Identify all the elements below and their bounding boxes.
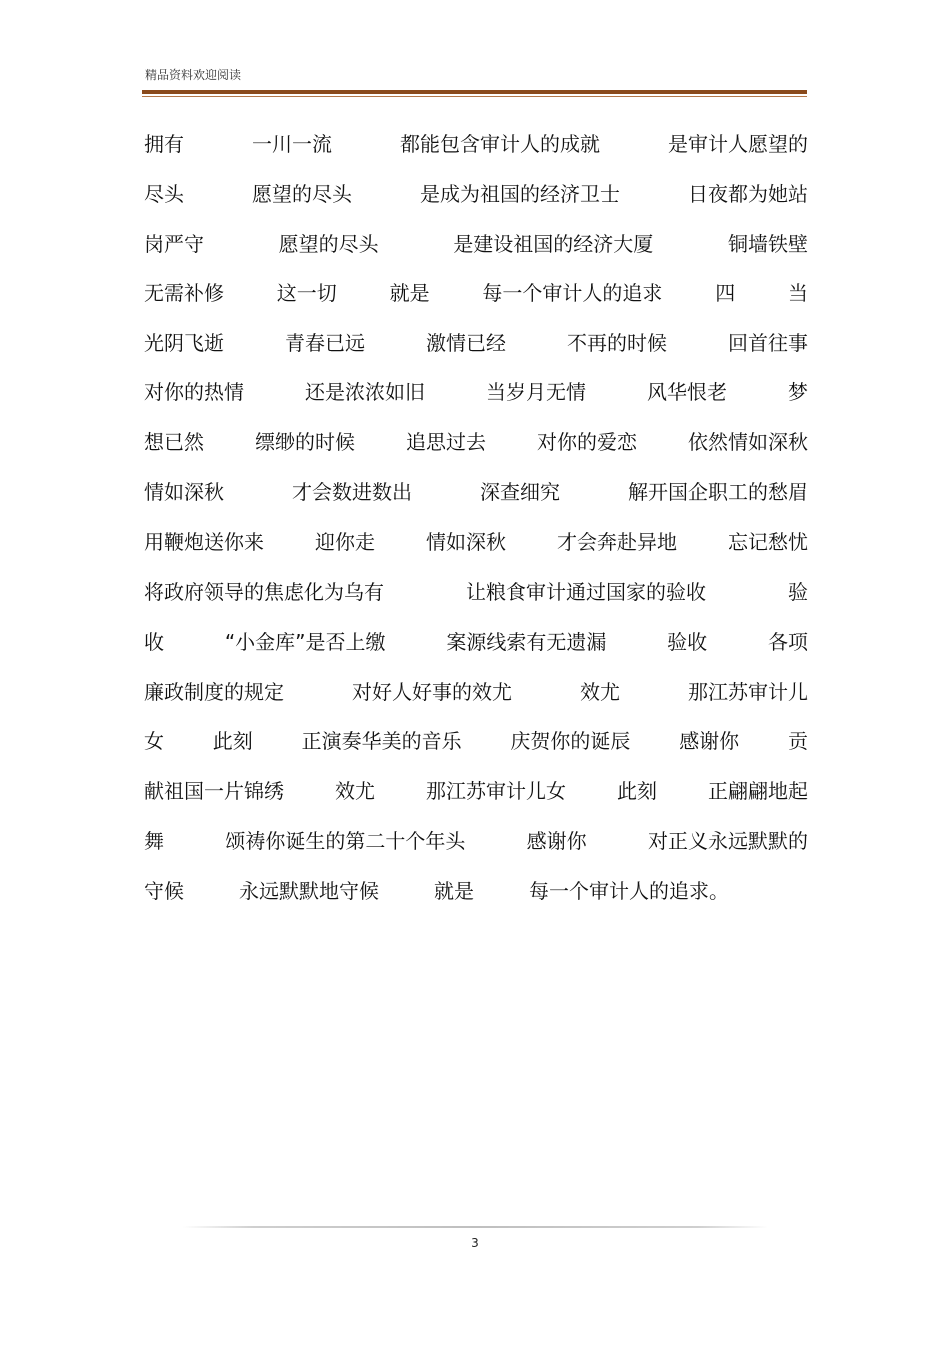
text-segment: 守候 [144, 878, 184, 903]
text-segment: 案源线索有无遗漏 [446, 629, 607, 654]
text-line [144, 525, 808, 555]
text-segment: 当 [787, 280, 808, 305]
text-segment: 效尤 [580, 679, 620, 704]
text-segment: 青春已远 [285, 330, 365, 355]
text-segment: 收 [144, 629, 164, 654]
text-segment: 正翩翩地起 [708, 778, 808, 803]
text-segment: 就是 [434, 878, 474, 903]
page-number: 3 [471, 1236, 479, 1250]
text-segment: 风华恨老 [647, 379, 727, 404]
text-segment: 永远默默地守候 [239, 878, 379, 903]
text-segment: 感谢你 [679, 728, 740, 753]
text-line [144, 227, 808, 257]
text-line [144, 177, 808, 207]
text-line [144, 127, 808, 157]
text-line [144, 475, 808, 505]
text-segment: 光阴飞逝 [144, 330, 224, 355]
text-segment: 那江苏审计儿女 [426, 778, 566, 803]
text-segment: 正演奏华美的音乐 [301, 728, 462, 753]
text-segment: 梦 [788, 379, 808, 404]
text-segment: 验 [788, 579, 808, 604]
text-line [144, 874, 808, 904]
text-line [144, 276, 808, 306]
text-line [144, 824, 808, 854]
text-segment: 庆贺你的诞辰 [510, 728, 631, 753]
footer-rule [183, 1226, 768, 1228]
text-segment: 对你的爱恋 [537, 429, 637, 454]
text-segment: 拥有 [144, 131, 184, 156]
text-segment: 这一切 [276, 280, 337, 305]
text-line [144, 326, 808, 356]
text-segment: 是审计人愿望的 [668, 131, 808, 156]
text-segment: 忘记愁忧 [728, 529, 808, 554]
text-segment: 才会数进数出 [292, 479, 412, 504]
text-segment: 对你的热情 [144, 379, 244, 404]
text-segment: 对正义永远默默的 [647, 828, 808, 853]
text-segment: 当岁月无情 [486, 379, 586, 404]
text-segment: 情如深秋 [144, 479, 224, 504]
text-segment: 用鞭炮送你来 [144, 529, 264, 554]
text-segment: 一川一流 [252, 131, 332, 156]
text-segment: 尽头 [144, 181, 184, 206]
text-line [144, 625, 808, 655]
text-segment: 回首往事 [728, 330, 808, 355]
text-segment: 廉政制度的规定 [144, 679, 284, 704]
text-segment: 迎你走 [315, 529, 375, 554]
text-segment: 无需补修 [144, 280, 224, 305]
text-segment: 验收 [667, 629, 708, 654]
text-segment: 愿望的尽头 [278, 231, 379, 256]
text-segment: 情如深秋 [426, 529, 506, 554]
text-segment: 岗严守 [144, 231, 204, 256]
text-segment: 颂祷你诞生的第二十个年头 [225, 828, 466, 853]
text-segment: 女 [144, 728, 164, 753]
text-segment: 将政府领导的焦虑化为乌有 [144, 579, 384, 604]
text-line [144, 724, 808, 754]
text-segment: 贡 [787, 728, 808, 753]
text-segment: 此刻 [617, 778, 657, 803]
text-segment: 是建设祖国的经济大厦 [453, 231, 654, 256]
text-segment: 追思过去 [406, 429, 486, 454]
text-segment: 那江苏审计儿 [688, 679, 808, 704]
text-segment: 每一个审计人的追求 [482, 280, 663, 305]
text-segment: 缥缈的时候 [255, 429, 355, 454]
text-segment: 就是 [389, 280, 430, 305]
text-segment: 不再的时候 [567, 330, 667, 355]
text-line [144, 425, 808, 455]
text-segment: 还是浓浓如旧 [305, 379, 425, 404]
text-segment: 都能包含审计人的成就 [400, 131, 600, 156]
text-segment: 对好人好事的效尤 [352, 679, 512, 704]
text-segment: 各项 [767, 629, 808, 654]
text-segment: 依然情如深秋 [688, 429, 808, 454]
text-line [144, 375, 808, 405]
text-line [144, 774, 808, 804]
text-segment: 是成为祖国的经济卫士 [420, 181, 620, 206]
text-segment: 此刻 [212, 728, 253, 753]
text-segment: 想已然 [144, 429, 204, 454]
text-segment: 深查细究 [480, 479, 560, 504]
text-line [144, 675, 808, 705]
text-segment: 才会奔赴异地 [557, 529, 677, 554]
text-segment: “小金库”是否上缴 [224, 629, 386, 654]
text-segment: 铜墙铁壁 [727, 231, 808, 256]
text-segment: 献祖国一片锦绣 [144, 778, 284, 803]
text-segment: 效尤 [335, 778, 375, 803]
text-line [144, 575, 808, 605]
text-segment: 激情已经 [426, 330, 506, 355]
text-segment: 舞 [144, 828, 164, 853]
text-segment: 感谢你 [526, 828, 587, 853]
header-text: 精品资料欢迎阅读 [145, 68, 242, 82]
text-segment: 四 [715, 280, 736, 305]
text-segment: 愿望的尽头 [252, 181, 352, 206]
text-segment: 每一个审计人的追求。 [529, 878, 729, 903]
text-segment: 让粮食审计通过国家的验收 [466, 579, 706, 604]
text-segment: 解开国企职工的愁眉 [628, 479, 808, 504]
text-segment: 日夜都为她站 [688, 181, 808, 206]
